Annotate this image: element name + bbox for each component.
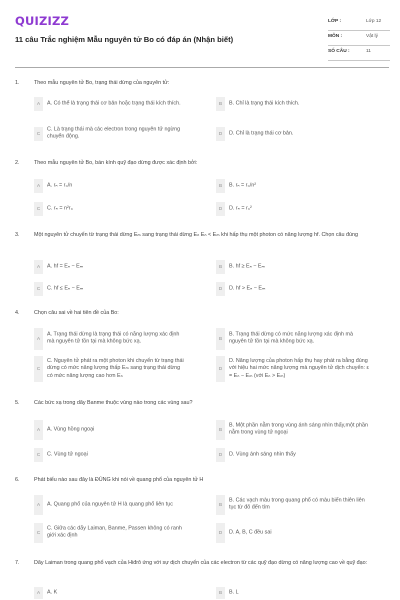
option-text: A. hf = Eₙ − Eₘ xyxy=(47,263,84,270)
option-d[interactable] xyxy=(216,202,386,216)
option-text: A. rₙ = r₀/n xyxy=(47,182,73,189)
question-text: Một nguyên tử chuyển từ trạng thái dừng Eₘ sang trạng thái dừng Eₙ Eₙ < Eₘ khi hấp thụ một photon có năng lượng hf. Chọn câu đúng xyxy=(34,232,359,238)
option-text: A. Có thể là trạng thái cơ bản hoặc trạng thái kích thích. xyxy=(47,100,181,107)
option-b[interactable] xyxy=(216,587,386,599)
option-letter: C xyxy=(34,448,43,462)
option-d[interactable] xyxy=(216,282,386,296)
option-letter: A xyxy=(34,179,43,193)
option-letter: C xyxy=(34,127,43,141)
option-letter: C xyxy=(34,282,43,296)
option-letter: A xyxy=(34,328,43,350)
option-letter: B xyxy=(216,260,225,274)
option-b[interactable] xyxy=(216,328,386,350)
option-c[interactable] xyxy=(34,127,204,141)
question-number: 7. xyxy=(15,560,20,566)
meta-row-count xyxy=(328,47,390,61)
meta-label: SỐ CÂU : xyxy=(328,49,350,54)
question-text: Phát biểu nào sau đây là ĐÚNG khi nói về quang phổ của nguyên tử H xyxy=(34,477,204,483)
meta-row-class xyxy=(328,17,390,31)
option-b[interactable] xyxy=(216,97,386,111)
question-number: 6. xyxy=(15,477,20,483)
option-text: B. Các vạch màu trong quang phổ có màu biến thiên liên tục từ đỏ đến tím xyxy=(229,497,365,511)
option-letter: D xyxy=(216,523,225,543)
page-title: 11 câu Trắc nghiệm Mẫu nguyên tử Bo có đáp án (Nhận biết) xyxy=(15,35,234,44)
option-text: A. Trạng thái dừng là trạng thái có năng lượng xác định mà nguyên tử tồn tại mà không bức xạ. xyxy=(47,331,180,345)
option-letter: D xyxy=(216,356,225,382)
option-text: C. Giữa các dãy Laiman, Banme, Passen không có ranh giới xác định xyxy=(47,525,182,539)
option-text: A. K xyxy=(47,589,58,596)
worksheet-header xyxy=(15,14,389,66)
option-letter: A xyxy=(34,420,43,440)
question-number: 2. xyxy=(15,160,20,166)
quizizz-logo: QUIZIZZ xyxy=(15,14,70,28)
option-text: D. hf > Eₙ − Eₘ xyxy=(229,285,266,292)
option-text: D. Vùng ánh sáng nhìn thấy xyxy=(229,451,296,458)
meta-value: 11 xyxy=(366,49,371,54)
option-a[interactable] xyxy=(34,587,204,599)
option-letter: C xyxy=(34,356,43,382)
option-a[interactable] xyxy=(34,179,204,193)
option-letter: B xyxy=(216,420,225,440)
option-text: B. Trạng thái dừng có mức năng lượng xác định mà nguyên tử tồn tại mà không bức xạ. xyxy=(229,331,354,345)
option-b[interactable] xyxy=(216,495,386,515)
option-text: B. hf ≥ Eₙ − Eₘ xyxy=(229,263,265,270)
option-a[interactable] xyxy=(34,495,204,515)
option-letter: C xyxy=(34,202,43,216)
option-b[interactable] xyxy=(216,179,386,193)
option-letter: D xyxy=(216,127,225,141)
option-c[interactable] xyxy=(34,523,204,543)
question-number: 1. xyxy=(15,80,20,86)
option-letter: D xyxy=(216,282,225,296)
option-letter: B xyxy=(216,97,225,111)
option-text: C. Là trạng thái mà các electron trong nguyên tử ngừng chuyển động. xyxy=(47,126,181,140)
question-text: Theo mẫu nguyên tử Bo, trạng thái dừng của nguyên tử: xyxy=(34,80,170,86)
option-text: A. Vùng hồng ngoại xyxy=(47,426,95,433)
option-text: C. hf ≤ Eₙ − Eₘ xyxy=(47,285,84,292)
option-text: A. Quang phổ của nguyên tử H là quang phổ liên tục xyxy=(47,501,173,508)
option-letter: B xyxy=(216,495,225,515)
option-letter: D xyxy=(216,202,225,216)
meta-label: LỚP : xyxy=(328,19,342,24)
meta-row-subject xyxy=(328,32,390,46)
option-c[interactable] xyxy=(34,356,204,382)
option-c[interactable] xyxy=(34,202,204,216)
option-text: B. Một phần nằm trong vùng ánh sáng nhìn thấy,một phần nằm trong vùng tử ngoại xyxy=(229,422,368,436)
option-text: C. Nguyên tử phát ra một photon khi chuyển từ trạng thái dừng có mức năng lượng thấp Eₘ sang trạng thái dừng có mức năng lượng cao hơn Eₙ xyxy=(47,358,184,379)
option-d[interactable] xyxy=(216,127,386,141)
meta-value: Vật lý xyxy=(366,34,378,39)
option-a[interactable] xyxy=(34,97,204,111)
option-text: B. rₙ = r₀/n² xyxy=(229,182,257,189)
option-text: D. A, B, C đều sai xyxy=(229,529,272,536)
option-letter: B xyxy=(216,587,225,599)
option-text: C. Vùng tử ngoại xyxy=(47,451,88,458)
question-text: Dãy Laiman trong quang phổ vạch của Hiđrô ứng với sự dịch chuyển của các electron từ các quỹ đạo dừng có năng lượng cao về quỹ đạo: xyxy=(34,560,368,566)
option-letter: A xyxy=(34,495,43,515)
option-text: D. Năng lượng của photon hấp thụ hay phát ra bằng đúng với hiệu hai mức năng lượng mà nguyên tử dịch chuyển: ε = Eₙ − Eₘ (với Eₙ > Eₘ) xyxy=(229,358,369,379)
option-a[interactable] xyxy=(34,420,204,440)
option-b[interactable] xyxy=(216,260,386,274)
option-d[interactable] xyxy=(216,356,386,382)
option-letter: D xyxy=(216,448,225,462)
question-number: 3. xyxy=(15,232,20,238)
option-text: D. rₙ = r₀² xyxy=(229,205,252,212)
option-letter: C xyxy=(34,523,43,543)
question-text: Chọn câu sai về hai tiên đề của Bo: xyxy=(34,310,119,316)
option-letter: B xyxy=(216,328,225,350)
question-text: Theo mẫu nguyên tử Bo, bán kính quỹ đạo dừng được xác định bởi: xyxy=(34,160,198,166)
option-text: B. L xyxy=(229,589,239,596)
option-text: C. rₙ = n²r₀ xyxy=(47,205,73,212)
option-b[interactable] xyxy=(216,420,386,440)
option-text: B. Chỉ là trạng thái kích thích. xyxy=(229,100,300,107)
option-c[interactable] xyxy=(34,448,204,462)
question-number: 4. xyxy=(15,310,20,316)
meta-value: Lớp 12 xyxy=(366,19,382,24)
option-a[interactable] xyxy=(34,328,204,350)
header-divider xyxy=(15,67,389,68)
question-text: Các bức xạ trong dãy Banme thuộc vùng nào trong các vùng sau? xyxy=(34,400,193,406)
option-a[interactable] xyxy=(34,260,204,274)
meta-label: MÔN : xyxy=(328,34,343,39)
option-letter: A xyxy=(34,97,43,111)
option-c[interactable] xyxy=(34,282,204,296)
question-number: 5. xyxy=(15,400,20,406)
option-letter: B xyxy=(216,179,225,193)
option-letter: A xyxy=(34,260,43,274)
option-text: D. Chỉ là trạng thái cơ bản. xyxy=(229,130,294,137)
option-d[interactable] xyxy=(216,448,386,462)
option-d[interactable] xyxy=(216,523,386,543)
option-letter: A xyxy=(34,587,43,599)
